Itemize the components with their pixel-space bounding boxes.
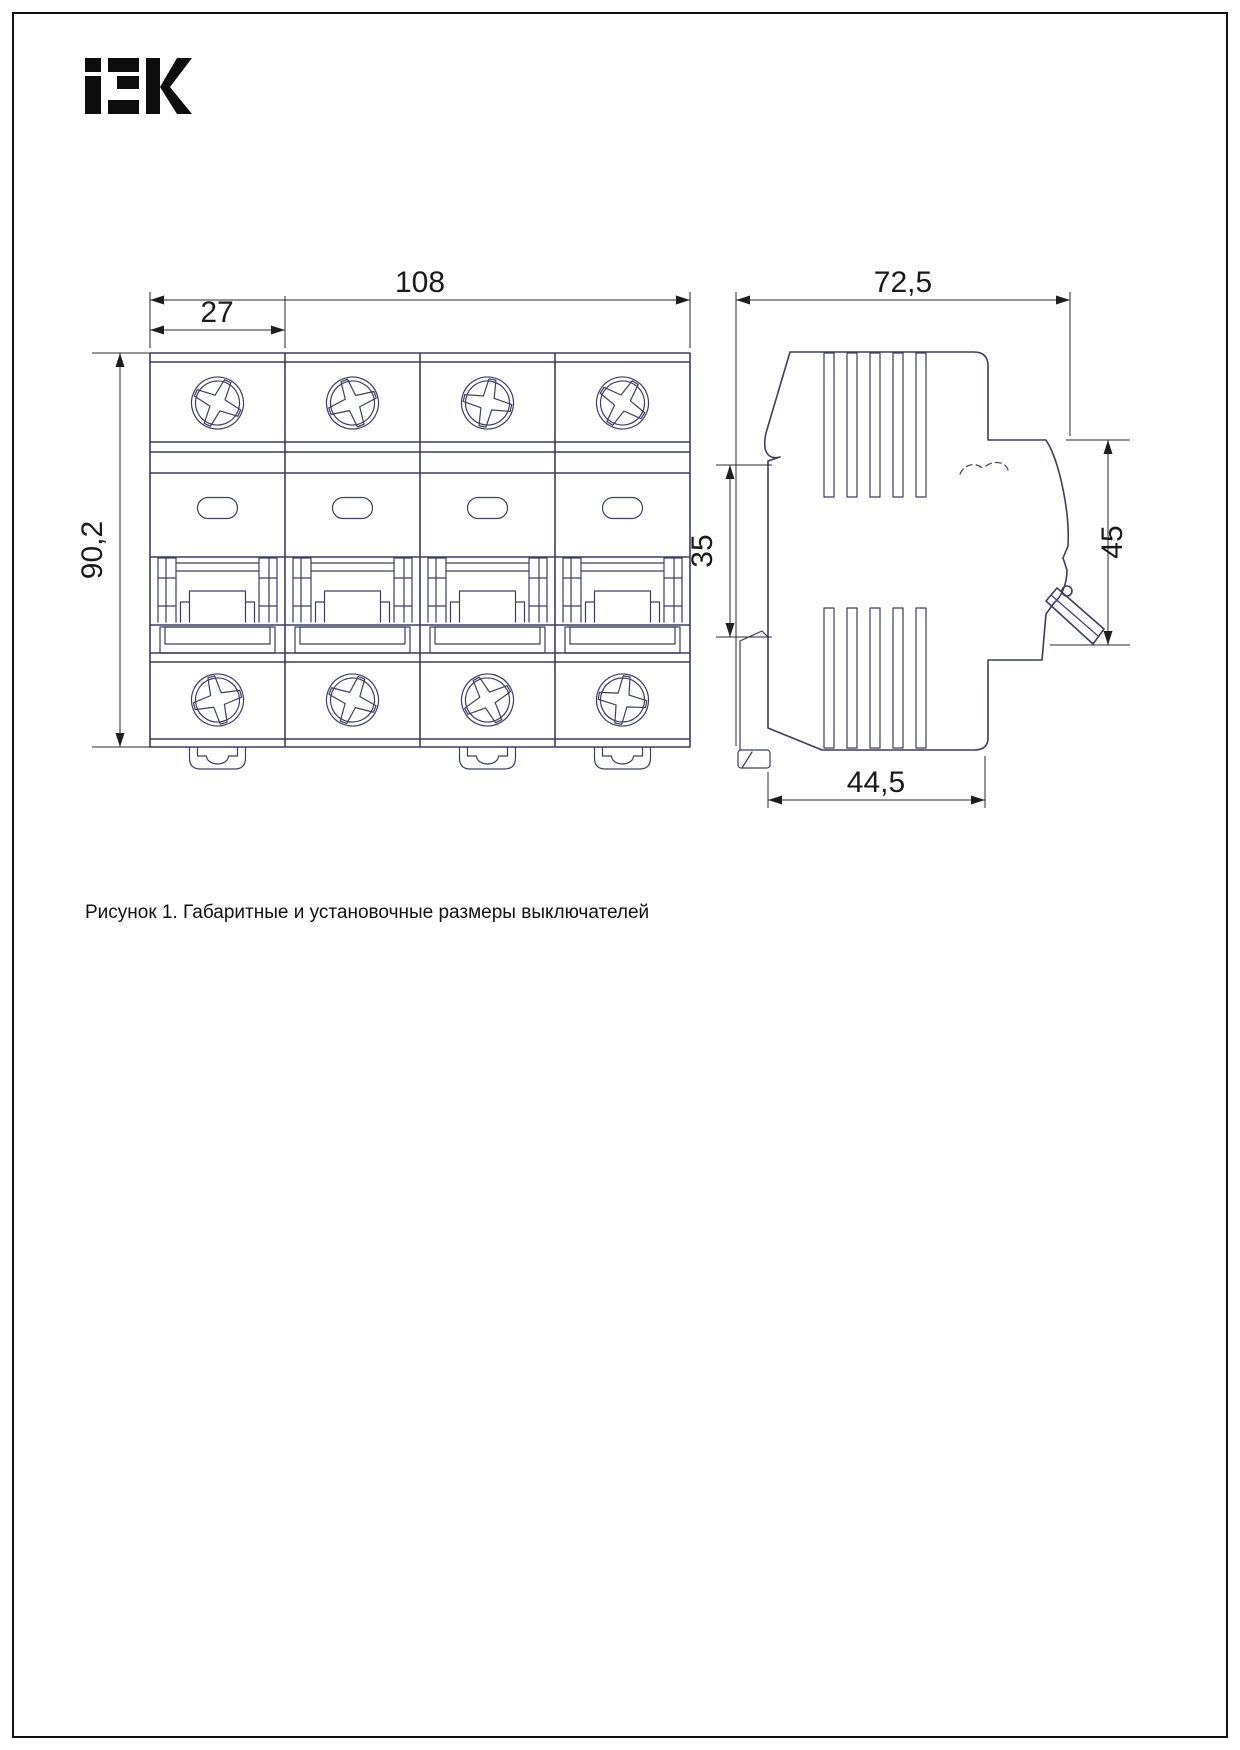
- toggle-lever: [1046, 586, 1104, 644]
- dimension-layer: [76, 266, 1130, 808]
- dimension-label-depth-72-5: 72,5: [873, 266, 933, 299]
- ventilation-ribs: [824, 353, 926, 748]
- dimension-label-module-27: 27: [200, 296, 234, 329]
- din-rail-clips: [190, 747, 651, 769]
- din-claw: [738, 631, 770, 768]
- dimension-label-height-90-2: 90,2: [76, 520, 109, 580]
- front-body-outline: [150, 353, 690, 747]
- figure-caption: Рисунок 1. Габаритные и установочные размеры выключателей: [85, 902, 650, 923]
- extension-lines: [92, 292, 1130, 808]
- dimension-label-din-35: 35: [686, 534, 719, 568]
- dimension-label-width-108: 108: [394, 266, 446, 299]
- side-view-drawing: [738, 352, 1104, 768]
- hidden-detail-dashed: [960, 463, 1008, 474]
- dimension-label-front-45: 45: [1096, 525, 1129, 559]
- dimension-label-body-44-5: 44,5: [846, 766, 906, 799]
- bottom-terminal-screws: [186, 665, 653, 735]
- front-view-drawing: [150, 353, 690, 769]
- dimension-arrows: [116, 296, 1113, 805]
